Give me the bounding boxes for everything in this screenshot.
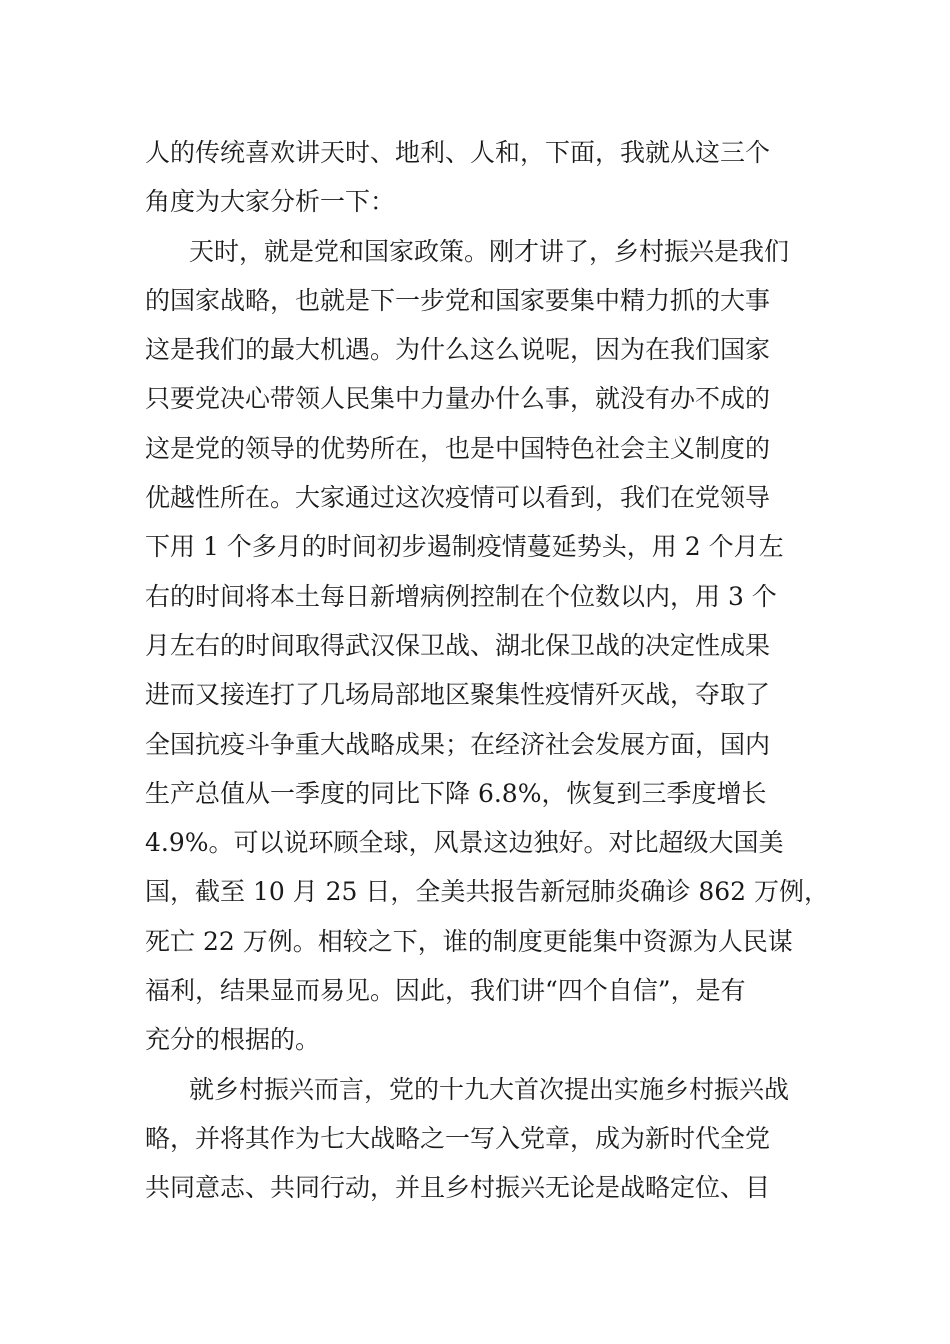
paragraph-start-line: 天时，就是党和国家政策。刚才讲了，乡村振兴是我们 — [189, 236, 790, 266]
text-line: 进而又接连打了几场局部地区聚集性疫情歼灭战，夺取了 — [145, 680, 771, 710]
paragraph-start-line: 就乡村振兴而言，党的十九大首次提出实施乡村振兴战 — [189, 1074, 790, 1104]
text-line: 充分的根据的。 — [145, 1025, 321, 1055]
text-line: 死亡 22 万例。相较之下，谁的制度更能集中资源为人民谋 — [145, 926, 793, 956]
text-line: 下用 1 个多月的时间初步遏制疫情蔓延势头，用 2 个月左 — [145, 532, 784, 562]
text-line: 月左右的时间取得武汉保卫战、湖北保卫战的决定性成果 — [145, 630, 771, 660]
text-line: 这是党的领导的优势所在，也是中国特色社会主义制度的 — [145, 433, 771, 463]
text-line: 右的时间将本土每日新增病例控制在个位数以内，用 3 个 — [145, 581, 777, 611]
text-line: 福利，结果显而易见。因此，我们讲“四个自信”，是有 — [145, 976, 746, 1006]
body-text — [145, 128, 830, 1213]
text-line: 共同意志、共同行动，并且乡村振兴无论是战略定位、目 — [145, 1173, 771, 1203]
text-line: 只要党决心带领人民集中力量办什么事，就没有办不成的 — [145, 384, 771, 414]
text-line: 生产总值从一季度的同比下降 6.8%，恢复到三季度增长 — [145, 778, 767, 808]
text-line: 角度为大家分析一下： — [145, 187, 396, 217]
text-line: 4.9%。可以说环顾全球，风景这边独好。对比超级大国美 — [145, 828, 784, 858]
text-line: 全国抗疫斗争重大战略成果；在经济社会发展方面，国内 — [145, 729, 771, 759]
text-line: 略，并将其作为七大战略之一写入党章，成为新时代全党 — [145, 1123, 771, 1153]
text-line: 国，截至 10 月 25 日，全美共报告新冠肺炎确诊 862 万例， — [145, 877, 830, 907]
text-line: 这是我们的最大机遇。为什么这么说呢，因为在我们国家 — [145, 335, 771, 365]
text-line: 的国家战略，也就是下一步党和国家要集中精力抓的大事 — [145, 285, 771, 315]
text-line: 人的传统喜欢讲天时、地利、人和，下面，我就从这三个 — [145, 138, 771, 167]
text-line: 优越性所在。大家通过这次疫情可以看到，我们在党领导 — [145, 483, 771, 513]
